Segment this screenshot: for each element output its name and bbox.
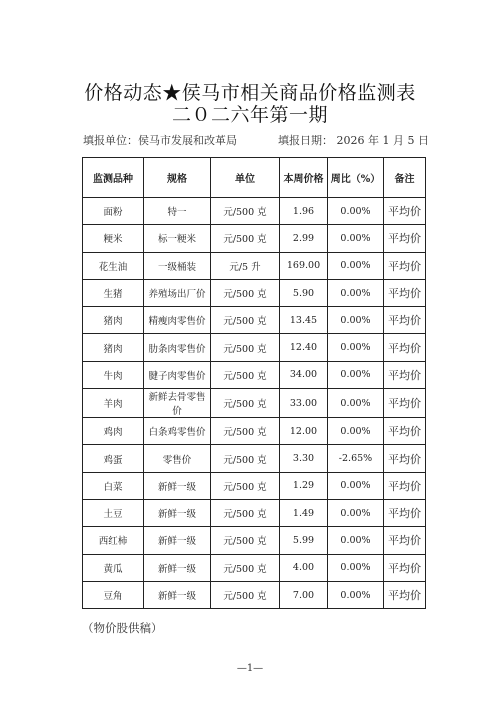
cell-price: 1.29 (280, 472, 328, 499)
reporting-unit: 填报单位：侯马市发展和改革局 (83, 134, 237, 147)
table-row (83, 418, 426, 445)
cell-note: 平均价 (384, 581, 426, 608)
page-number: —1— (236, 663, 264, 674)
cell-item: 西红柿 (83, 527, 144, 554)
cell-spec: 白条鸡零售价 (144, 418, 211, 445)
cell-spec: 精瘦肉零售价 (144, 307, 211, 334)
cell-note: 平均价 (384, 389, 426, 418)
table-row (83, 334, 426, 361)
cell-price: 5.90 (280, 279, 328, 306)
cell-note: 平均价 (384, 198, 426, 225)
price-table (82, 157, 426, 609)
table-row (83, 472, 426, 499)
cell-note: 平均价 (384, 472, 426, 499)
cell-unit: 元/500 克 (211, 307, 280, 334)
cell-note: 平均价 (384, 554, 426, 581)
cell-unit: 元/500 克 (211, 554, 280, 581)
cell-change: 0.00% (328, 554, 384, 581)
cell-price: 34.00 (280, 361, 328, 388)
cell-unit: 元/5 升 (211, 252, 280, 279)
footer-note: （物价股供稿） (82, 621, 163, 635)
cell-item: 生猪 (83, 279, 144, 306)
cell-change: 0.00% (328, 225, 384, 252)
column-header-note: 备注 (384, 158, 426, 198)
table-row (83, 252, 426, 279)
cell-unit: 元/500 克 (211, 527, 280, 554)
cell-price: 2.99 (280, 225, 328, 252)
cell-change: 0.00% (328, 252, 384, 279)
cell-price: 12.00 (280, 418, 328, 445)
cell-item: 鸡肉 (83, 418, 144, 445)
cell-unit: 元/500 克 (211, 361, 280, 388)
cell-change: 0.00% (328, 418, 384, 445)
cell-note: 平均价 (384, 527, 426, 554)
cell-spec: 一级桶装 (144, 252, 211, 279)
cell-item: 羊肉 (83, 389, 144, 418)
column-header-item: 监测品种 (83, 158, 144, 198)
cell-item: 猪肉 (83, 307, 144, 334)
cell-price: 12.40 (280, 334, 328, 361)
cell-item: 猪肉 (83, 334, 144, 361)
cell-spec: 新鲜一级 (144, 499, 211, 526)
table-row (83, 225, 426, 252)
table-row (83, 499, 426, 526)
cell-note: 平均价 (384, 499, 426, 526)
cell-unit: 元/500 克 (211, 499, 280, 526)
cell-change: 0.00% (328, 499, 384, 526)
cell-note: 平均价 (384, 334, 426, 361)
cell-item: 鸡蛋 (83, 445, 144, 472)
cell-change: 0.00% (328, 527, 384, 554)
cell-price: 1.49 (280, 499, 328, 526)
cell-change: 0.00% (328, 472, 384, 499)
column-header-spec: 规格 (144, 158, 211, 198)
table-row (83, 198, 426, 225)
cell-price: 7.00 (280, 581, 328, 608)
cell-spec: 零售价 (144, 445, 211, 472)
cell-spec: 新鲜一级 (144, 554, 211, 581)
cell-unit: 元/500 克 (211, 581, 280, 608)
cell-unit: 元/500 克 (211, 198, 280, 225)
cell-price: 169.00 (280, 252, 328, 279)
cell-note: 平均价 (384, 418, 426, 445)
cell-note: 平均价 (384, 225, 426, 252)
cell-spec: 新鲜一级 (144, 472, 211, 499)
table-row (83, 307, 426, 334)
cell-note: 平均价 (384, 279, 426, 306)
cell-unit: 元/500 克 (211, 334, 280, 361)
table-row (83, 554, 426, 581)
cell-price: 3.30 (280, 445, 328, 472)
cell-change: 0.00% (328, 581, 384, 608)
cell-note: 平均价 (384, 445, 426, 472)
cell-item: 花生油 (83, 252, 144, 279)
cell-change: 0.00% (328, 307, 384, 334)
cell-note: 平均价 (384, 307, 426, 334)
table-row (83, 527, 426, 554)
cell-change: 0.00% (328, 334, 384, 361)
cell-item: 豆角 (83, 581, 144, 608)
cell-change: 0.00% (328, 198, 384, 225)
cell-change: 0.00% (328, 361, 384, 388)
cell-price: 13.45 (280, 307, 328, 334)
cell-item: 粳米 (83, 225, 144, 252)
cell-price: 1.96 (280, 198, 328, 225)
cell-item: 牛肉 (83, 361, 144, 388)
document-title: 价格动态★侯马市相关商品价格监测表 (84, 82, 416, 104)
cell-spec: 新鲜一级 (144, 581, 211, 608)
table-row (83, 361, 426, 388)
column-header-unit: 单位 (211, 158, 280, 198)
cell-spec: 新鲜一级 (144, 527, 211, 554)
cell-item: 土豆 (83, 499, 144, 526)
cell-unit: 元/500 克 (211, 418, 280, 445)
cell-spec: 标一粳米 (144, 225, 211, 252)
table-row (83, 445, 426, 472)
cell-change: 0.00% (328, 389, 384, 418)
cell-change: -2.65% (328, 445, 384, 472)
cell-unit: 元/500 克 (211, 445, 280, 472)
cell-spec: 新鲜去骨零售价 (144, 389, 211, 418)
column-header-change: 周比（%） (328, 158, 384, 198)
cell-price: 33.00 (280, 389, 328, 418)
cell-spec: 养殖场出厂价 (144, 279, 211, 306)
reporting-date: 填报日期： 2026 年 1 月 5 日 (278, 134, 429, 147)
document-subtitle: 二０二六年第一期 (171, 104, 328, 126)
cell-unit: 元/500 克 (211, 225, 280, 252)
table-row (83, 581, 426, 608)
cell-note: 平均价 (384, 361, 426, 388)
table-body (83, 198, 426, 609)
table-row (83, 279, 426, 306)
cell-unit: 元/500 克 (211, 279, 280, 306)
cell-spec: 肋条肉零售价 (144, 334, 211, 361)
table-row (83, 389, 426, 418)
cell-item: 面粉 (83, 198, 144, 225)
cell-price: 4.00 (280, 554, 328, 581)
cell-item: 黄瓜 (83, 554, 144, 581)
cell-unit: 元/500 克 (211, 389, 280, 418)
column-header-price: 本周价格 (280, 158, 328, 198)
cell-change: 0.00% (328, 279, 384, 306)
cell-spec: 特一 (144, 198, 211, 225)
table-header-row (83, 158, 426, 198)
cell-spec: 腱子肉零售价 (144, 361, 211, 388)
cell-price: 5.99 (280, 527, 328, 554)
cell-unit: 元/500 克 (211, 472, 280, 499)
cell-item: 白菜 (83, 472, 144, 499)
cell-note: 平均价 (384, 252, 426, 279)
